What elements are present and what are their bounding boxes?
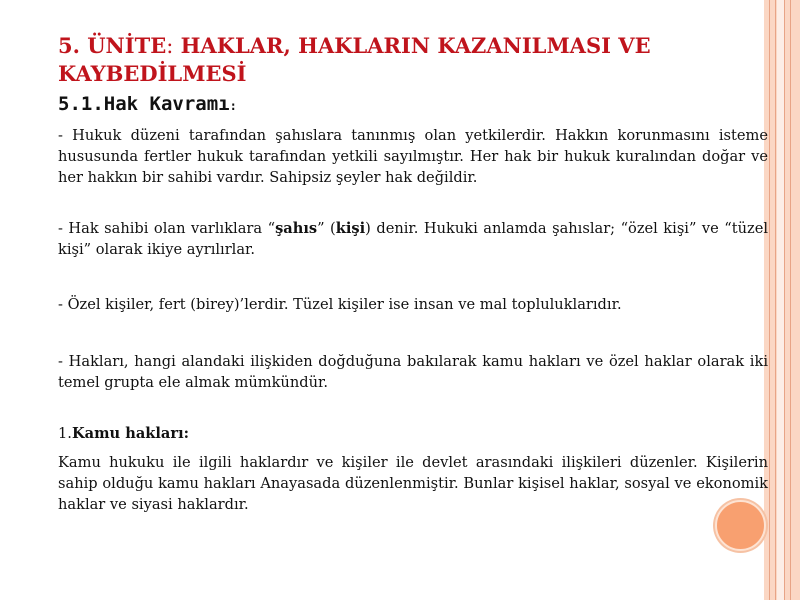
section-heading-text: 5.1.Hak Kavramı <box>58 93 230 115</box>
list-heading-text: Kamu hakları: <box>71 425 190 442</box>
slide-title <box>58 32 768 87</box>
paragraph-rights-groups: - Hakları, hangi alandaki ilişkiden doğduğuna bakılarak kamu hakları ve özel haklar olarak iki temel grupta ele almak mümkündür. <box>58 353 768 391</box>
paragraph-definition: - Hukuk düzeni tarafından şahıslara tanınmış olan yetkilerdir. Hakkın korunmasını isteme hususunda fertler hukuk tarafından yetkili sayılmıştır. Her hak bir hukuk kuralından doğar ve her hakkın bir sahibi vardır. Sahipsiz şeyler hak değildir. <box>58 127 768 186</box>
paragraph-persons <box>58 218 768 260</box>
term-kisi: kişi <box>335 220 366 237</box>
title-prefix: 5. ÜNİTE <box>58 33 167 58</box>
decorative-line <box>775 0 776 600</box>
paragraph-text: ” ( <box>317 220 336 237</box>
title-colon: : <box>166 34 174 58</box>
decorative-line <box>790 0 791 600</box>
paragraph-text: - Hak sahibi olan varlıklara “ <box>58 220 276 237</box>
decorative-border-inner <box>777 0 784 600</box>
slide-content <box>58 32 768 515</box>
term-sahis: şahıs <box>275 220 318 237</box>
section-heading <box>58 93 768 115</box>
list-number: 1. <box>58 425 72 442</box>
list-heading-public-rights <box>58 423 768 444</box>
paragraph-text: ) denir. Hukuki anlamda şahıslar; “özel kişi” ve “tüzel kişi” olarak ikiye ayrılırlar. <box>58 220 769 258</box>
title-rest: HAKLAR, HAKLARIN KAZANILMASI VE KAYBEDİLMESİ <box>58 33 651 86</box>
paragraph-public-rights: Kamu hukuku ile ilgili haklardır ve kişiler ile devlet arasındaki ilişkileri düzenler. Kişilerin sahip olduğu kamu hakları Anayasada düzenlenmiştir. Bunlar kişisel haklar, sosyal ve ekonomik haklar ve siyasi haklardır. <box>58 454 768 513</box>
section-heading-colon: : <box>229 99 237 113</box>
paragraph-private-persons: - Özel kişiler, fert (birey)’lerdir. Tüzel kişiler ise insan ve mal topluluklarıdır. <box>58 296 622 313</box>
decorative-line <box>769 0 770 600</box>
decorative-line <box>784 0 785 600</box>
